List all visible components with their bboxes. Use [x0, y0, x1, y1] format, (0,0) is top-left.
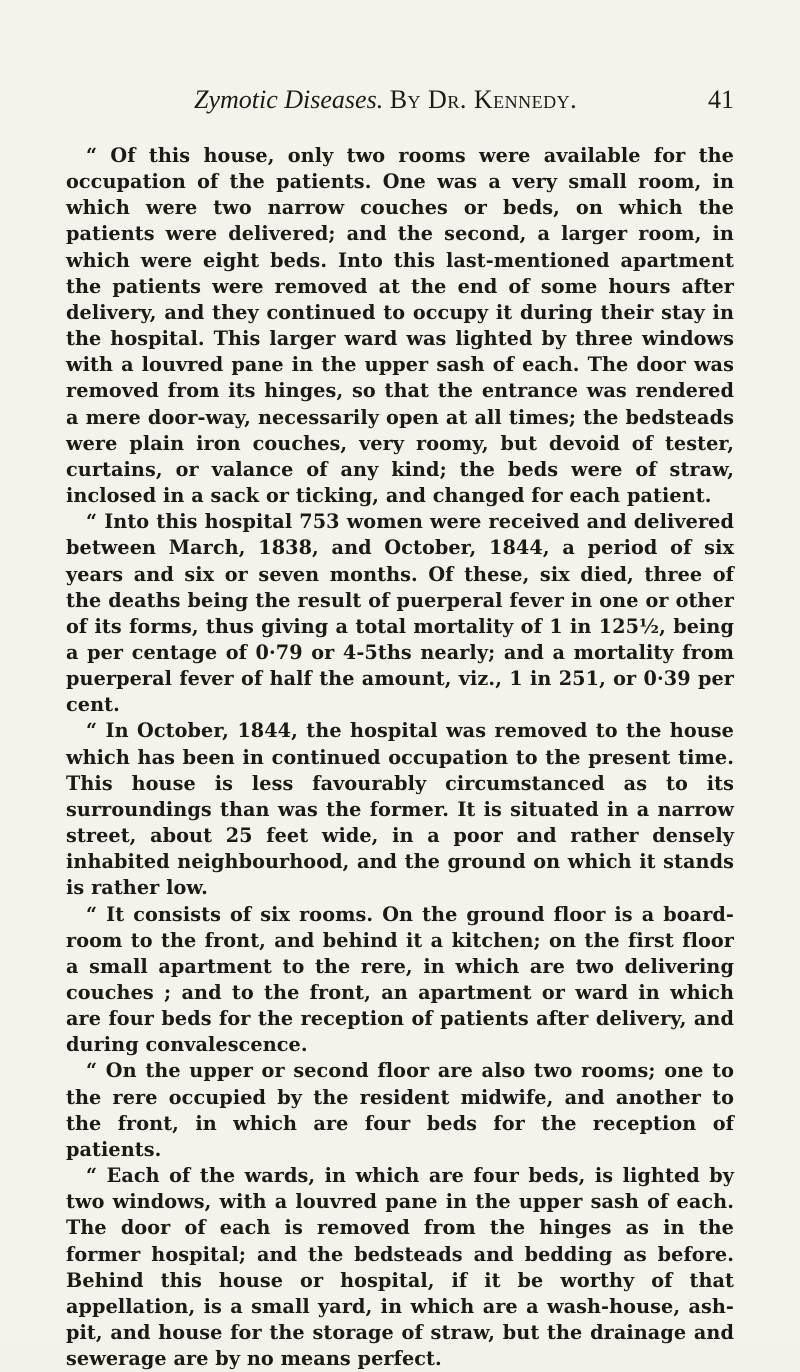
page-number: 41	[708, 85, 734, 114]
paragraph-6: “ Each of the wards, in which are four beds, is lighted by two windows, with a louvred pane in the upper sash of each. The door of each is removed from the hinges as in the former hospital; and the bedsteads and bedding as before. Behind this house or hospital, if it be worthy of that appellation, is a small yard, in which are a wash-house, ash-pit, and house for the storage of straw, but the drainage and sewerage are by no means perfect.	[66, 1164, 734, 1371]
running-head-title	[194, 82, 577, 118]
paragraph-3: “ In October, 1844, the hospital was removed to the house which has been in continued occupation to the present time. This house is less favourably circumstanced as to its surroundings than was the former. It is situated in a narrow street, about 25 feet wide, in a poor and rather densely inhabited neighbourhood, and the ground on which it stands is rather low.	[66, 719, 734, 900]
running-head-author: By Dr. Kennedy.	[389, 85, 578, 114]
paragraph-4: “ It consists of six rooms. On the ground floor is a board-room to the front, and behind it a kitchen; on the first floor a small apartment to the rere, in which are two delivering couches ; and to the front, an apartment or ward in which are four beds for the reception of patients after delivery, and during convalescence.	[66, 902, 734, 1057]
paragraph-2: “ Into this hospital 753 women were received and delivered between March, 1838, and October, 1844, a period of six years and six or seven months. Of these, six died, three of the deaths being the result of puerperal fever in one or other of its forms, thus giving a total mortality of 1 in 125½, being a per centage of 0·79 or 4-5ths nearly; and a mortality from puerperal fever of half the amount, viz., 1 in 251, or 0·39 per cent.	[66, 510, 734, 717]
paragraph-5: “ On the upper or second floor are also two rooms; one to the rere occupied by the resident midwife, and another to the front, in which are four beds for the reception of patients.	[66, 1059, 734, 1161]
paragraph-1: “ Of this house, only two rooms were available for the occupation of the patients. One was a very small room, in which were two narrow couches or beds, on which the patients were delivered; and the second, a larger room, in which were eight beds. Into this last-mentioned apartment the patients were removed at the end of some hours after delivery, and they continued to occupy it during their stay in the hospital. This larger ward was lighted by three windows with a louvred pane in the upper sash of each. The door was removed from its hinges, so that the entrance was rendered a mere door-way, necessarily open at all times; the bedsteads were plain iron couches, very roomy, but devoid of tester, curtains, or valance of any kind; the beds were of straw, inclosed in a sack or ticking, and changed for each patient.	[66, 144, 734, 508]
running-head	[66, 82, 760, 118]
body-text	[66, 143, 734, 1372]
running-head-italic: Zymotic Diseases.	[194, 85, 384, 114]
